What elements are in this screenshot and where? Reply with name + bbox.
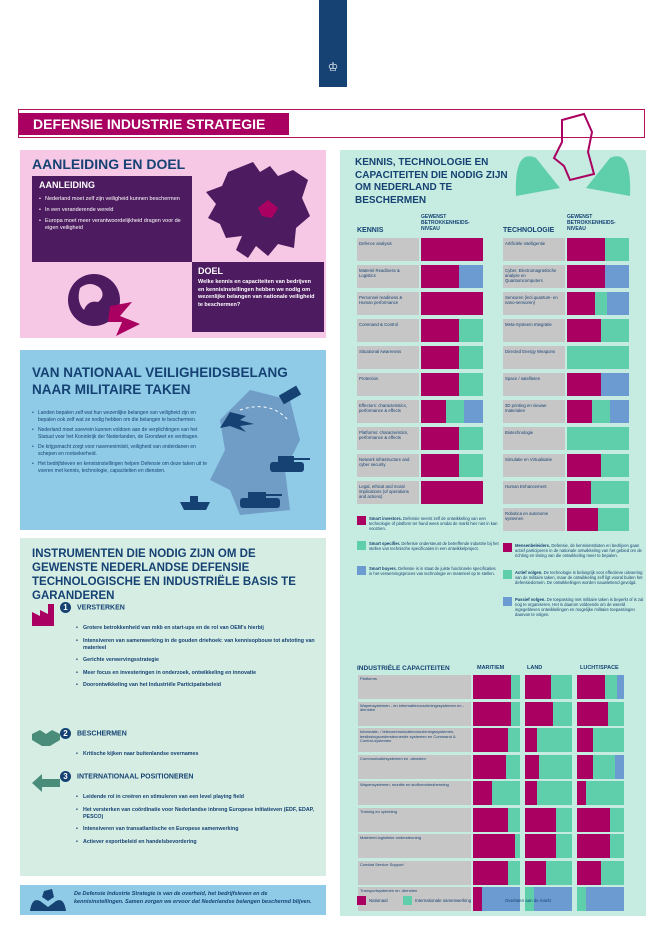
legend-text: [515, 570, 645, 585]
segment-nationaal: [577, 702, 608, 726]
table-row: [358, 887, 625, 911]
segment-nationaal: [473, 702, 511, 726]
segment-internationaal: [459, 346, 483, 369]
level-bar: [567, 508, 629, 531]
section-versterken: [60, 599, 316, 695]
table-row-label: Combat Service Support: [358, 861, 471, 885]
section-internationaal: [60, 768, 316, 851]
section-number: 3: [60, 771, 71, 782]
legend-desc: Defensie ondersteunt de betreffende industrie bij het stellen van technische specificaties in een ontwikkelproject.: [369, 541, 499, 551]
segment-internationaal: [598, 508, 629, 531]
table-row-label: Informatie- / telecommunicatievoorzieningssystemen, beslissingsondersteunende systemen en Command & Control-systemen: [358, 728, 471, 752]
table-row-label: Communicatiesystemen en -diensten: [358, 755, 471, 779]
level-bar: [567, 238, 629, 261]
segment-nationaal: [525, 728, 537, 752]
government-logo: [319, 0, 347, 87]
level-bar: [567, 400, 629, 423]
segment-internationaal: [546, 861, 572, 885]
segment-overlaten: [605, 265, 629, 288]
technologie-column-head: TECHNOLOGIE: [503, 227, 555, 234]
europe-map-icon: [198, 158, 316, 262]
table-row: [358, 675, 625, 699]
segment-nationaal: [577, 781, 586, 805]
level-bar: [525, 834, 572, 858]
doel-title: DOEL: [198, 266, 224, 276]
segment-nationaal: [473, 781, 492, 805]
segment-internationaal: [508, 861, 520, 885]
section-title: BESCHERMEN: [77, 730, 127, 738]
segment-nationaal: [473, 808, 508, 832]
level-bar: [473, 834, 520, 858]
segment-internationaal: [601, 861, 625, 885]
segment-nationaal: [421, 238, 483, 261]
list-item: • Actiever exportbeleid en handelsbevordering: [76, 839, 316, 846]
segment-nationaal: [567, 319, 601, 342]
legend-title: Smart buyers.: [369, 566, 397, 571]
table-row-label: Materiel Readiness & Logistics: [357, 265, 419, 288]
segment-internationaal: [610, 834, 624, 858]
table-row-label: Robotica en autonome systemen: [503, 508, 565, 531]
legend-swatch: [357, 516, 366, 525]
segment-nationaal: [473, 834, 515, 858]
level-bar: [525, 755, 572, 779]
segment-internationaal: [567, 346, 629, 369]
level-bar: [421, 265, 483, 288]
footer-text: De Defensie Industrie Strategie is van de overheid, het bedrijfsleven en de kennisinstellingen. Samen zorgen we ervoor dat Nederlandse belangen beschermd blijven.: [74, 891, 312, 905]
list-item: • Nederland moet soevrein kunnen voldoen aan de verplichtingen van het Statuut voor het Koninkrijk der Nederlanden, de Grondwet en verdragen.: [32, 427, 212, 440]
globe-lightning-icon: [60, 266, 148, 338]
instrumenten-heading: INSTRUMENTEN DIE NODIG ZIJN OM DE GEWENSTE NEDERLANDSE DEFENSIE TECHNOLOGISCHE EN INDUSTRIËLE BASIS TE GARANDEREN: [32, 548, 296, 602]
level-bar: [473, 861, 520, 885]
segment-nationaal: [567, 454, 601, 477]
level-bar: [473, 702, 520, 726]
table-row-label: Wapensystemen, munitie en stofhomobesherming: [358, 781, 471, 805]
domain-lucht-space: LUCHT/SPACE: [580, 665, 619, 671]
segment-nationaal: [473, 887, 482, 911]
list-item: • Het versterken van coördinatie voor Nederlandse inbreng Europese initiatieven (EDF, EDAP, PESCO): [76, 807, 316, 821]
segment-nationaal: [421, 346, 459, 369]
segment-internationaal: [459, 454, 483, 477]
kennis-column-head: KENNIS: [357, 227, 384, 234]
level-bar: [473, 781, 520, 805]
section-title: VERSTERKEN: [77, 604, 125, 612]
segment-internationaal: [610, 808, 624, 832]
level-bar: [473, 808, 520, 832]
level-bar: [577, 755, 624, 779]
legend-label: Nationaal: [369, 898, 388, 903]
aanleiding-box-title: AANLEIDING: [39, 180, 95, 190]
level-bar: [421, 373, 483, 396]
level-bar: [525, 808, 572, 832]
segment-internationaal: [551, 675, 572, 699]
segment-internationaal: [537, 781, 572, 805]
segment-internationaal: [592, 400, 611, 423]
table-row-label: Human Enhancement: [503, 481, 565, 504]
table-row: [358, 834, 625, 858]
segment-nationaal: [567, 400, 592, 423]
list-item: • Gerichte verwervingsstrategie: [76, 657, 316, 664]
level-bar: [421, 481, 483, 504]
level-bar: [577, 675, 624, 699]
legend-swatch: [357, 541, 366, 550]
legend-text: [515, 543, 645, 558]
segment-overlaten: [617, 675, 624, 699]
segment-internationaal: [508, 728, 520, 752]
level-bar: [577, 834, 624, 858]
level-bar: [473, 728, 520, 752]
level-bar: [421, 319, 483, 342]
legend-swatch-overlaten: [493, 896, 502, 905]
segment-internationaal: [492, 781, 520, 805]
doel-text: Welke kennis en capaciteiten van bedrijven en kennisinstellingen hebben we nodig om wezenlijke belangen van nationale veiligheid te beschermen?: [198, 279, 315, 308]
legend-title: Smart specifier.: [369, 541, 401, 546]
table-row-label: Training en opleiding: [358, 808, 471, 832]
segment-overlaten: [607, 292, 629, 315]
segment-internationaal: [605, 238, 629, 261]
segment-nationaal: [421, 265, 459, 288]
segment-nationaal: [577, 755, 593, 779]
legend-desc: Defensie, de kennisinstituten en bedrijven gaan actief participeren in de nationale ontwikkeling van het gebied om de richting en timing van die ontwikkeling meer te bepalen.: [515, 543, 642, 558]
segment-nationaal: [577, 728, 593, 752]
table-row-label: Defence analysis: [357, 238, 419, 261]
doel-box: [192, 262, 324, 332]
legend-desc: Defensie is in staat de juiste functionele specificaties in het verwervingsproces van technologie en materieel op te stellen.: [369, 566, 496, 576]
table-row-label: 3D printing en nieuwe materialen: [503, 400, 565, 423]
segment-nationaal: [577, 808, 610, 832]
segment-nationaal: [421, 373, 459, 396]
segment-nationaal: [577, 675, 605, 699]
segment-overlaten: [601, 373, 629, 396]
segment-internationaal: [459, 427, 483, 450]
table-row-label: Artificiële intelligentie: [503, 238, 565, 261]
segment-nationaal: [567, 508, 598, 531]
legend-text: [369, 566, 499, 576]
level-bar: [567, 292, 629, 315]
segment-nationaal: [525, 702, 553, 726]
segment-internationaal: [593, 755, 614, 779]
factory-icon: [30, 602, 62, 628]
legend-title: Actief volgen.: [515, 570, 543, 575]
legend-swatch: [503, 597, 512, 606]
level-bar: [567, 427, 629, 450]
segment-nationaal: [421, 400, 446, 423]
level-bar: [577, 808, 624, 832]
level-bar: [577, 728, 624, 752]
legend-swatch: [503, 570, 512, 579]
niveau-column-head: GEWENST BETROKKENHEIDS-NIVEAU: [421, 214, 470, 232]
segment-nationaal: [421, 319, 459, 342]
table-row-label: Platforms: [358, 675, 471, 699]
segment-internationaal: [601, 319, 629, 342]
table-row-label: Materieel-logistieke ondersteuning: [358, 834, 471, 858]
legend-swatch-internationaal: [403, 896, 412, 905]
segment-internationaal: [537, 728, 572, 752]
segment-internationaal: [601, 454, 629, 477]
level-bar: [421, 400, 483, 423]
list-item: • Leidende rol in creëren en stimuleren van een level playing field: [76, 794, 316, 801]
level-bar: [473, 755, 520, 779]
legend-text: [369, 516, 499, 531]
segment-internationaal: [591, 481, 629, 504]
segment-internationaal: [446, 400, 465, 423]
segment-internationaal: [586, 781, 624, 805]
segment-internationaal: [511, 702, 520, 726]
segment-nationaal: [577, 834, 610, 858]
level-bar: [421, 346, 483, 369]
table-row-label: Command & Control: [357, 319, 419, 342]
segment-nationaal: [525, 755, 539, 779]
legend-swatch: [503, 543, 512, 552]
segment-internationaal: [556, 808, 572, 832]
segment-internationaal: [608, 702, 624, 726]
segment-nationaal: [421, 427, 459, 450]
segment-nationaal: [421, 454, 459, 477]
segment-nationaal: [567, 292, 595, 315]
table-row: [358, 861, 625, 885]
list-item: • Europa moet meer verantwoordelijkheid dragen voor de eigen veiligheid: [39, 218, 185, 232]
segment-overlaten: [459, 265, 483, 288]
aanleiding-box: [32, 176, 192, 262]
level-bar: [421, 454, 483, 477]
segment-overlaten: [615, 755, 624, 779]
segment-nationaal: [473, 728, 508, 752]
segment-nationaal: [525, 808, 556, 832]
level-bar: [525, 728, 572, 752]
table-row: [358, 702, 625, 726]
level-bar: [567, 319, 629, 342]
aanleiding-heading: AANLEIDING EN DOEL: [32, 156, 186, 172]
level-bar: [421, 427, 483, 450]
level-bar: [567, 454, 629, 477]
list-item: • Het bedrijfsleven en kennisinstellingen helpen Defensie om deze taken uit te voeren met kennis, technologie, capaciteiten en diensten.: [32, 461, 212, 474]
segment-nationaal: [473, 861, 508, 885]
table-row-label: Situational Awareness: [357, 346, 419, 369]
military-map-icon: [170, 380, 320, 525]
segment-internationaal: [553, 702, 572, 726]
segment-internationaal: [556, 834, 572, 858]
level-bar: [525, 861, 572, 885]
level-bar: [473, 675, 520, 699]
list-item: • Landen bepalen zelf wat hun wezenlijke belangen van veiligheid zijn en bepalen ook zelf wat ze nodig hebben om die belangen te beschermen.: [32, 410, 212, 423]
legend-title: Passief volgen.: [515, 597, 546, 602]
list-item: • De krijgsmacht zorgt voor navenenimiisti, veiligheid van onderdanen en schepen en rootsekerheid.: [32, 444, 212, 457]
legend-text: [515, 597, 645, 617]
arrow-left-icon: [30, 770, 62, 796]
segment-internationaal: [567, 427, 629, 450]
level-bar: [567, 481, 629, 504]
segment-internationaal: [605, 675, 617, 699]
segment-internationaal: [515, 834, 520, 858]
domain-maritiem: MARITIEM: [477, 665, 505, 671]
legend-desc: De technologie is belangrijk voor effectieve uitvoering van de militaire taken, maar de ontwikkeling zelf ligt vooral buiten het defensiedomein. De ontwikkelingen worden nauwlettend gevolgd.: [515, 570, 643, 585]
segment-internationaal: [577, 887, 586, 911]
table-row: [358, 755, 625, 779]
segment-internationaal: [593, 728, 624, 752]
segment-overlaten: [464, 400, 483, 423]
segment-nationaal: [567, 265, 605, 288]
table-row: [358, 808, 625, 832]
segment-internationaal: [511, 675, 520, 699]
level-bar: [525, 781, 572, 805]
legend-swatch-nationaal: [357, 896, 366, 905]
table-row-label: Network infrastructure and cyber security: [357, 454, 419, 477]
domain-land: LAND: [527, 665, 543, 671]
section-title: INTERNATIONAAL POSITIONEREN: [77, 773, 194, 781]
level-bar: [577, 781, 624, 805]
segment-internationaal: [459, 373, 483, 396]
table-row-label: Space / satellieten: [503, 373, 565, 396]
table-row-label: Effectors: characteristics, performance & effects: [357, 400, 419, 423]
segment-nationaal: [525, 675, 551, 699]
list-item: • Nederland moet zelf zijn veiligheid kunnen beschermen: [39, 196, 185, 203]
table-row: [358, 728, 625, 752]
level-bar: [525, 675, 572, 699]
level-bar: [577, 887, 624, 911]
table-row-label: Wapensystemen - en informatievoorzieningssystemen en -diensten: [358, 702, 471, 726]
list-item: • Intensiveren van transatlantische en Europese samenwerking: [76, 826, 316, 833]
list-item: • Intensiveren van samenwerking in de gouden driehoek: van kennisopbouw tot afstoting van materieel: [76, 638, 316, 652]
crown-icon: ♔: [327, 60, 339, 74]
nationaal-heading: VAN NATIONAAL VEILIGHEIDSBELANG NAAR MILITAIRE TAKEN: [32, 365, 288, 397]
segment-internationaal: [459, 319, 483, 342]
hands-netherlands-icon: [512, 108, 634, 198]
segment-nationaal: [525, 861, 546, 885]
table-row-label: Legal, ethical and moral implications (of operations and actions): [357, 481, 419, 504]
list-item: • Grotere betrokkenheid van mkb en start-ups en de rol van OEM's hierbij: [76, 625, 316, 632]
segment-internationaal: [508, 808, 520, 832]
table-row-label: Cyber, Electromagnetische analyse en Quantumcomputers: [503, 265, 565, 288]
table-row-label: Transportsystemen en -diensten: [358, 887, 471, 911]
section-number: 2: [60, 728, 71, 739]
level-bar: [567, 346, 629, 369]
segment-nationaal: [567, 238, 605, 261]
legend-desc: De toepassing met militaire taken is beperkt of is zal nog te organiseren. Het is daarom voldoende om de wereld ingegebleven ontwikkelingen en mogelijke militaire toepassingen daarvan te volgen.: [515, 597, 644, 617]
legend-label: Internationale samenwerking: [415, 898, 472, 903]
list-item: • Kritische kijken naar buitenlandse overnames: [76, 751, 198, 758]
segment-nationaal: [473, 755, 506, 779]
segment-nationaal: [567, 373, 601, 396]
table-row-label: Biotechnologie: [503, 427, 565, 450]
legend-title: Smart investors.: [369, 516, 402, 521]
segment-internationaal: [539, 755, 572, 779]
segment-nationaal: [421, 481, 483, 504]
table-row-label: Simulatie en Virtualisatie: [503, 454, 565, 477]
level-bar: [525, 702, 572, 726]
legend-swatch: [357, 566, 366, 575]
kennis-heading: KENNIS, TECHNOLOGIE EN CAPACITEITEN DIE NODIG ZIJN OM NEDERLAND TE BESCHERMEN: [355, 157, 508, 206]
level-bar: [421, 238, 483, 261]
footer-note: [20, 885, 326, 915]
section-number: 1: [60, 602, 71, 613]
segment-nationaal: [525, 834, 556, 858]
legend-title: Mensenbeleiders.: [515, 543, 551, 548]
table-row-label: Protection: [357, 373, 419, 396]
industrie-heading: INDUSTRIËLE CAPACITEITEN: [357, 665, 450, 672]
segment-nationaal: [577, 861, 601, 885]
segment-nationaal: [473, 675, 511, 699]
legend-desc: Defensie neemt zelf de ontwikkeling van een technologie of platform ter hand wees omdat de markt hier niet in kan voorzien.: [369, 516, 498, 531]
table-row-label: Platforms: characteristics, performance & effects: [357, 427, 419, 450]
level-bar: [577, 861, 624, 885]
segment-internationaal: [506, 755, 520, 779]
list-item: • Meer focus en investeringen in onderzoek, ontwikkeling en innovatie: [76, 670, 316, 677]
level-bar: [567, 265, 629, 288]
table-row-label: Directed Energy Weapons: [503, 346, 565, 369]
section-beschermen: [60, 725, 198, 764]
segment-overlaten: [610, 400, 629, 423]
table-row: [358, 781, 625, 805]
handshake-icon: [30, 724, 62, 750]
page-title: DEFENSIE INDUSTRIE STRATEGIE: [19, 113, 289, 135]
table-row-label: Meta-Systeem Integratie: [503, 319, 565, 342]
level-bar: [421, 292, 483, 315]
level-bar: [577, 702, 624, 726]
segment-nationaal: [525, 781, 537, 805]
legend-text: [369, 541, 499, 551]
table-row-label: Sensoren (incl.quantum- en nano-sensoren): [503, 292, 565, 315]
segment-overlaten: [586, 887, 624, 911]
level-bar: [567, 373, 629, 396]
hands-map-icon: [28, 887, 68, 913]
segment-nationaal: [567, 481, 591, 504]
list-item: • In een veranderende wereld: [39, 207, 185, 214]
segment-internationaal: [595, 292, 607, 315]
list-item: • Doorontwikkeling van het Industriële Participatiebeleid: [76, 682, 316, 689]
segment-nationaal: [421, 292, 483, 315]
table-row-label: Personnel readiness & Human performance: [357, 292, 419, 315]
niveau-column-head: GEWENST BETROKKENHEIDS-NIVEAU: [567, 214, 616, 232]
legend-label: Overlaten aan de markt: [505, 898, 551, 903]
